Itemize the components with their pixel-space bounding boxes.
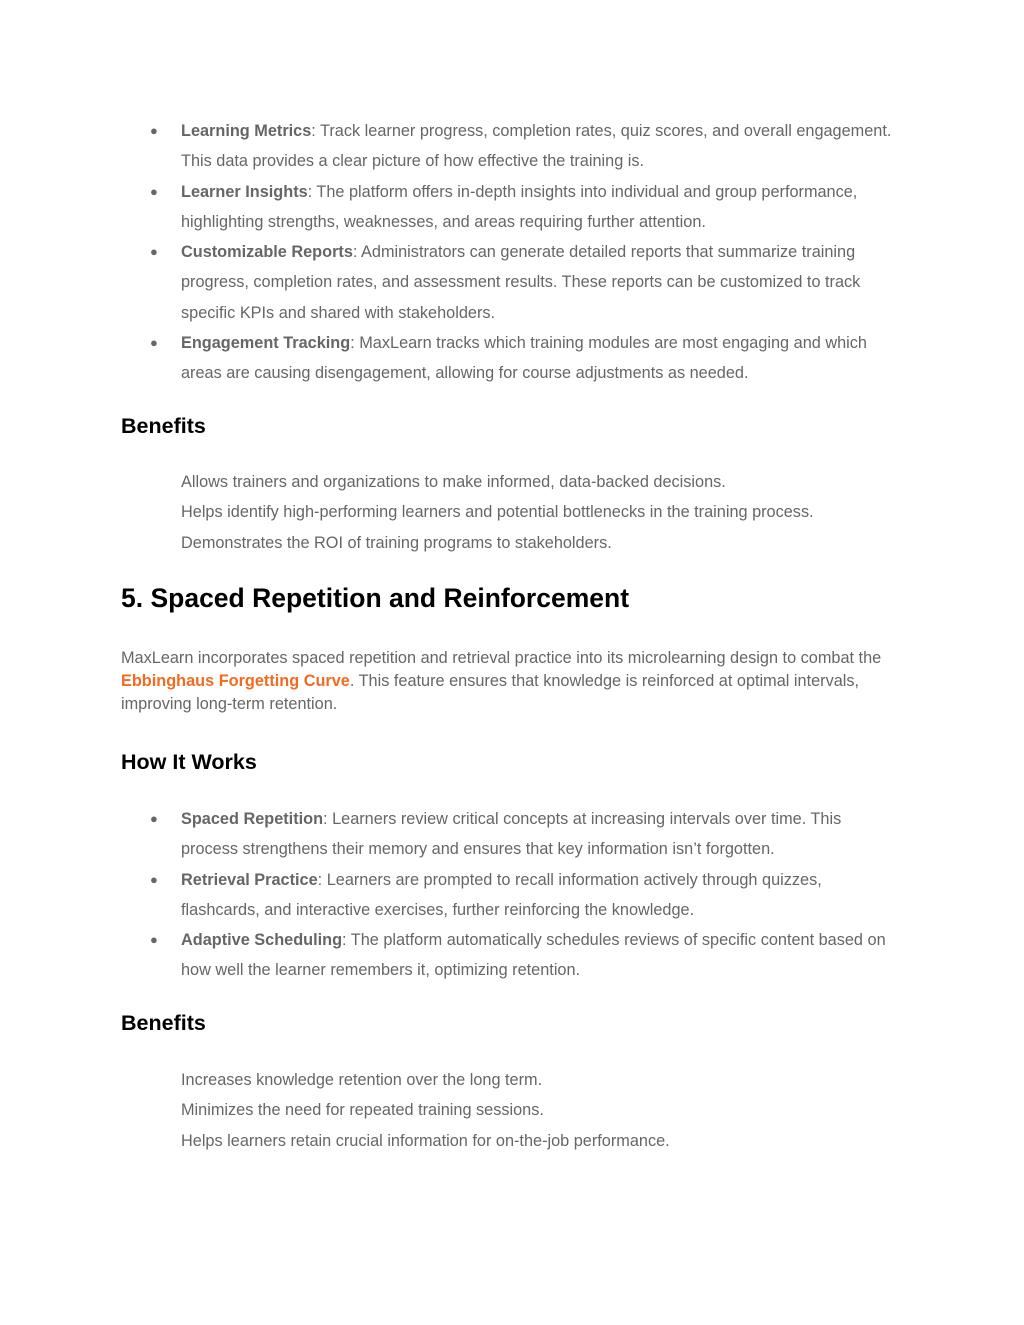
benefit-item: Allows trainers and organizations to make informed, data-backed decisions.	[181, 473, 726, 491]
list-item-term: Learning Metrics	[181, 122, 312, 140]
list-item-term: Adaptive Scheduling	[181, 931, 343, 950]
bullet-icon: ●	[150, 244, 158, 260]
list-item	[0, 237, 901, 328]
bullet-icon: ●	[150, 335, 158, 351]
list-item-desc: : MaxLearn tracks which training modules are most engaging and which areas are causing disengagement, allowing for course adjustments as needed.	[181, 334, 867, 383]
list-item-term: Engagement Tracking	[181, 334, 351, 353]
list-item	[0, 116, 901, 177]
list-item-desc: : The platform automatically schedules reviews of specific content based on how well the learner remembers it, optimizing retention.	[181, 931, 886, 980]
bullet-icon: ●	[150, 932, 158, 948]
list-item-term: Learner Insights	[181, 182, 308, 201]
benefits-list	[181, 467, 814, 558]
ebbinghaus-link[interactable]: Ebbinghaus Forgetting Curve	[121, 672, 350, 691]
bullet-icon: ●	[150, 811, 158, 826]
list-item	[0, 177, 901, 238]
list-item	[0, 865, 901, 926]
section-heading: 5. Spaced Repetition and Reinforcement	[121, 583, 630, 613]
intro-text: MaxLearn incorporates spaced repetition and retrieval practice into its microlearning design to combat the	[121, 649, 882, 667]
analytics-feature-list	[0, 116, 901, 389]
list-item-term: Customizable Reports	[181, 243, 353, 262]
benefit-item: Demonstrates the ROI of training programs to stakeholders.	[181, 533, 612, 552]
list-item-desc: : Learners are prompted to recall information actively through quizzes, flashcards, and interactive exercises, further reinforcing the knowledge.	[181, 870, 822, 919]
benefits-heading: Benefits	[121, 414, 206, 438]
section-intro-paragraph	[121, 647, 911, 717]
intro-text: . This feature ensures that knowledge is reinforced at optimal intervals, improving long-term retention.	[121, 672, 860, 714]
list-item	[0, 925, 901, 986]
benefit-item: Helps learners retain crucial information for on-the-job performance.	[181, 1131, 670, 1150]
bullet-icon: ●	[150, 183, 158, 199]
benefit-item: Helps identify high-performing learners and potential bottlenecks in the training process.	[181, 503, 814, 522]
how-it-works-heading: How It Works	[121, 750, 257, 774]
how-it-works-list	[0, 804, 901, 986]
list-item	[0, 328, 901, 389]
benefits-heading: Benefits	[121, 1011, 206, 1035]
bullet-icon: ●	[150, 871, 158, 887]
list-item-desc: : Track learner progress, completion rates, quiz scores, and overall engagement. This data provides a clear picture of how effective the training is.	[181, 122, 892, 171]
benefit-item: Minimizes the need for repeated training sessions.	[181, 1101, 544, 1120]
benefit-item: Increases knowledge retention over the long term.	[181, 1071, 543, 1089]
list-item-desc: : Administrators can generate detailed reports that summarize training progress, completion rates, and assessment results. These reports can be customized to track specific KPIs and shared with stakeholders.	[181, 243, 861, 322]
list-item-term: Retrieval Practice	[181, 870, 318, 889]
list-item-term: Spaced Repetition	[181, 810, 324, 828]
list-item	[0, 804, 901, 865]
benefits-list	[181, 1065, 670, 1156]
list-item-desc: : The platform offers in-depth insights into individual and group performance, highlighting strengths, weaknesses, and areas requiring further attention.	[181, 182, 858, 231]
bullet-icon: ●	[150, 123, 158, 138]
list-item-desc: : Learners review critical concepts at increasing intervals over time. This process strengthens their memory and ensures that key information isn’t forgotten.	[181, 810, 842, 859]
